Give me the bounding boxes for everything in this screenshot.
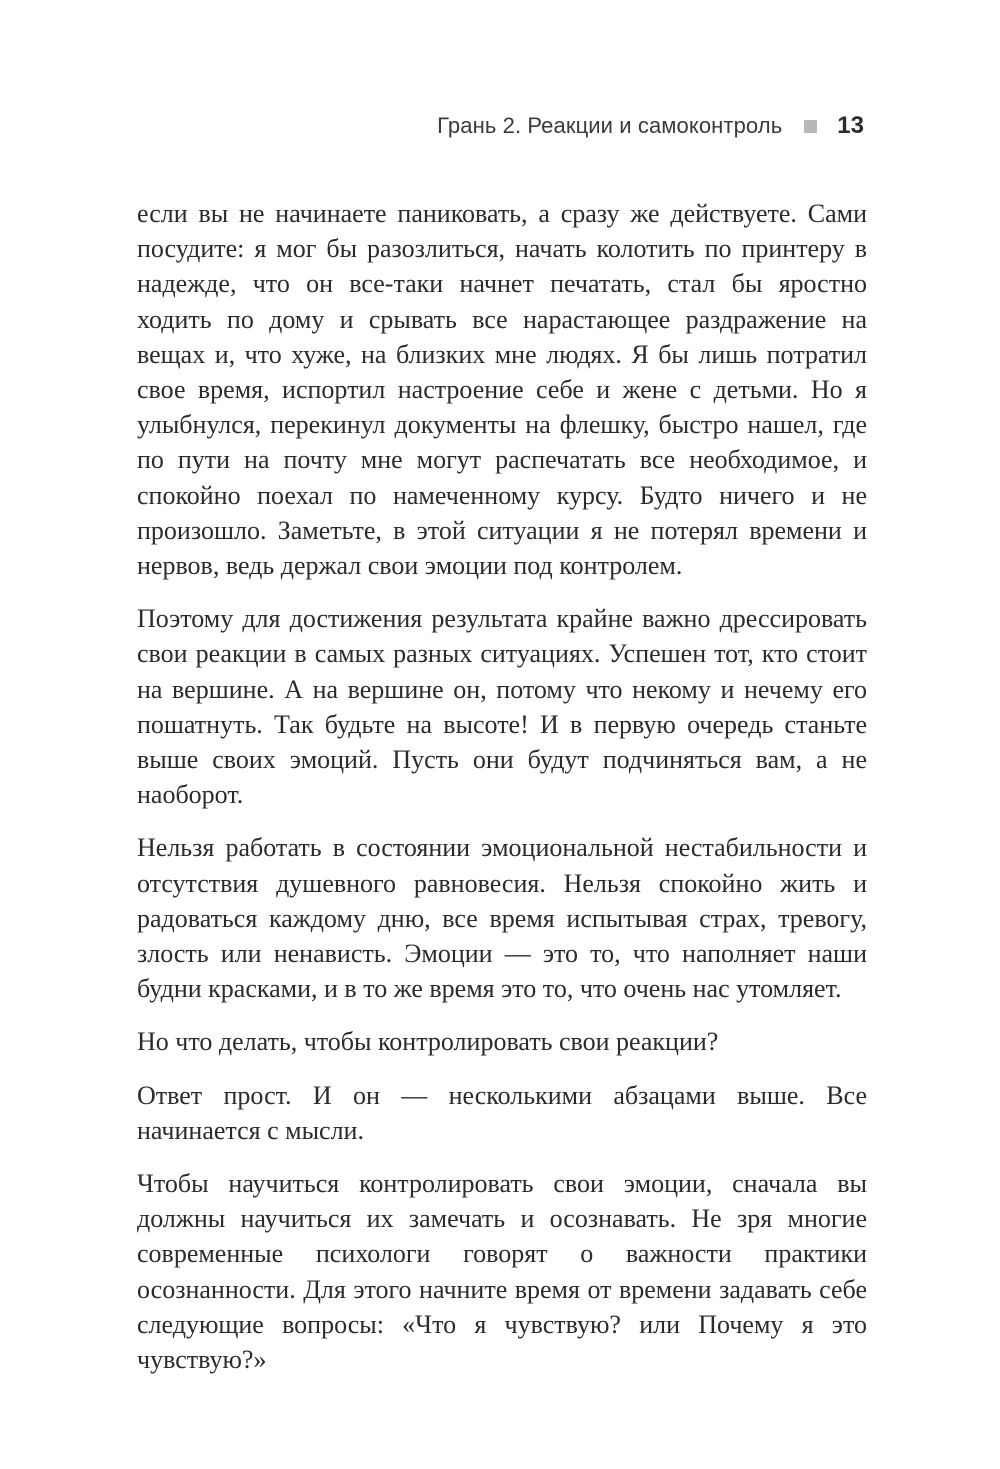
paragraph: Поэтому для достижения результата крайне важно дрессировать свои реакции в самых разных ситуациях. Успешен тот, кто стоит на вершине. А на вершине он, потому что некому и нечему его пошатнуть. Так будьте на высоте! И в первую очередь станьте выше своих эмоций. Пусть они будут подчиняться вам, а не наоборот. xyxy=(137,604,867,810)
paragraph: Нельзя работать в состоянии эмоциональной нестабильности и отсутствия душевного равновесия. Нельзя спокойно жить и радоваться каждому дню, все время испытывая страх, тревогу, злость или ненависть. Эмоции — это то, что наполняет наши будни красками, и в то же время это то, что очень нас утомляет. xyxy=(137,833,867,1004)
paragraph: Но что делать, чтобы контролировать свои реакции? xyxy=(137,1027,719,1057)
running-title: Грань 2. Реакции и самоконтроль xyxy=(437,113,783,138)
body-text xyxy=(137,196,867,1395)
page-number: 13 xyxy=(837,112,864,139)
page-header xyxy=(437,112,864,140)
paragraph: Ответ прост. И он — несколькими абзацами выше. Все начинается с мысли. xyxy=(137,1080,867,1145)
paragraph: если вы не начинаете паниковать, а сразу же действуете. Сами посудите: я мог бы разозлиться, начать колотить по принтеру в надежде, что он все-таки начнет печатать, стал бы яростно ходить по дому и срывать все нарастающее раздражение на вещах и, что хуже, на близких мне людях. Я бы лишь потратил свое время, испортил настроение себе и жене с детьми. Но я улыбнулся, перекинул документы на флешку, быстро нашел, где по пути на почту мне могут распечатать все необходимое, и спокойно поехал по намеченному курсу. Будто ничего и не произошло. Заметьте, в этой ситуации я не потерял времени и нервов, ведь держал свои эмоции под контролем. xyxy=(137,199,867,581)
header-separator-square-icon xyxy=(804,120,817,133)
paragraph: Чтобы научиться контролировать свои эмоции, сначала вы должны научиться их замечать и осознавать. Не зря многие современные психологи говорят о важности практики осознанности. Для этого начните время от времени задавать себе следующие вопросы: «Что я чувствую? или Почему я это чувствую?» xyxy=(137,1169,867,1375)
